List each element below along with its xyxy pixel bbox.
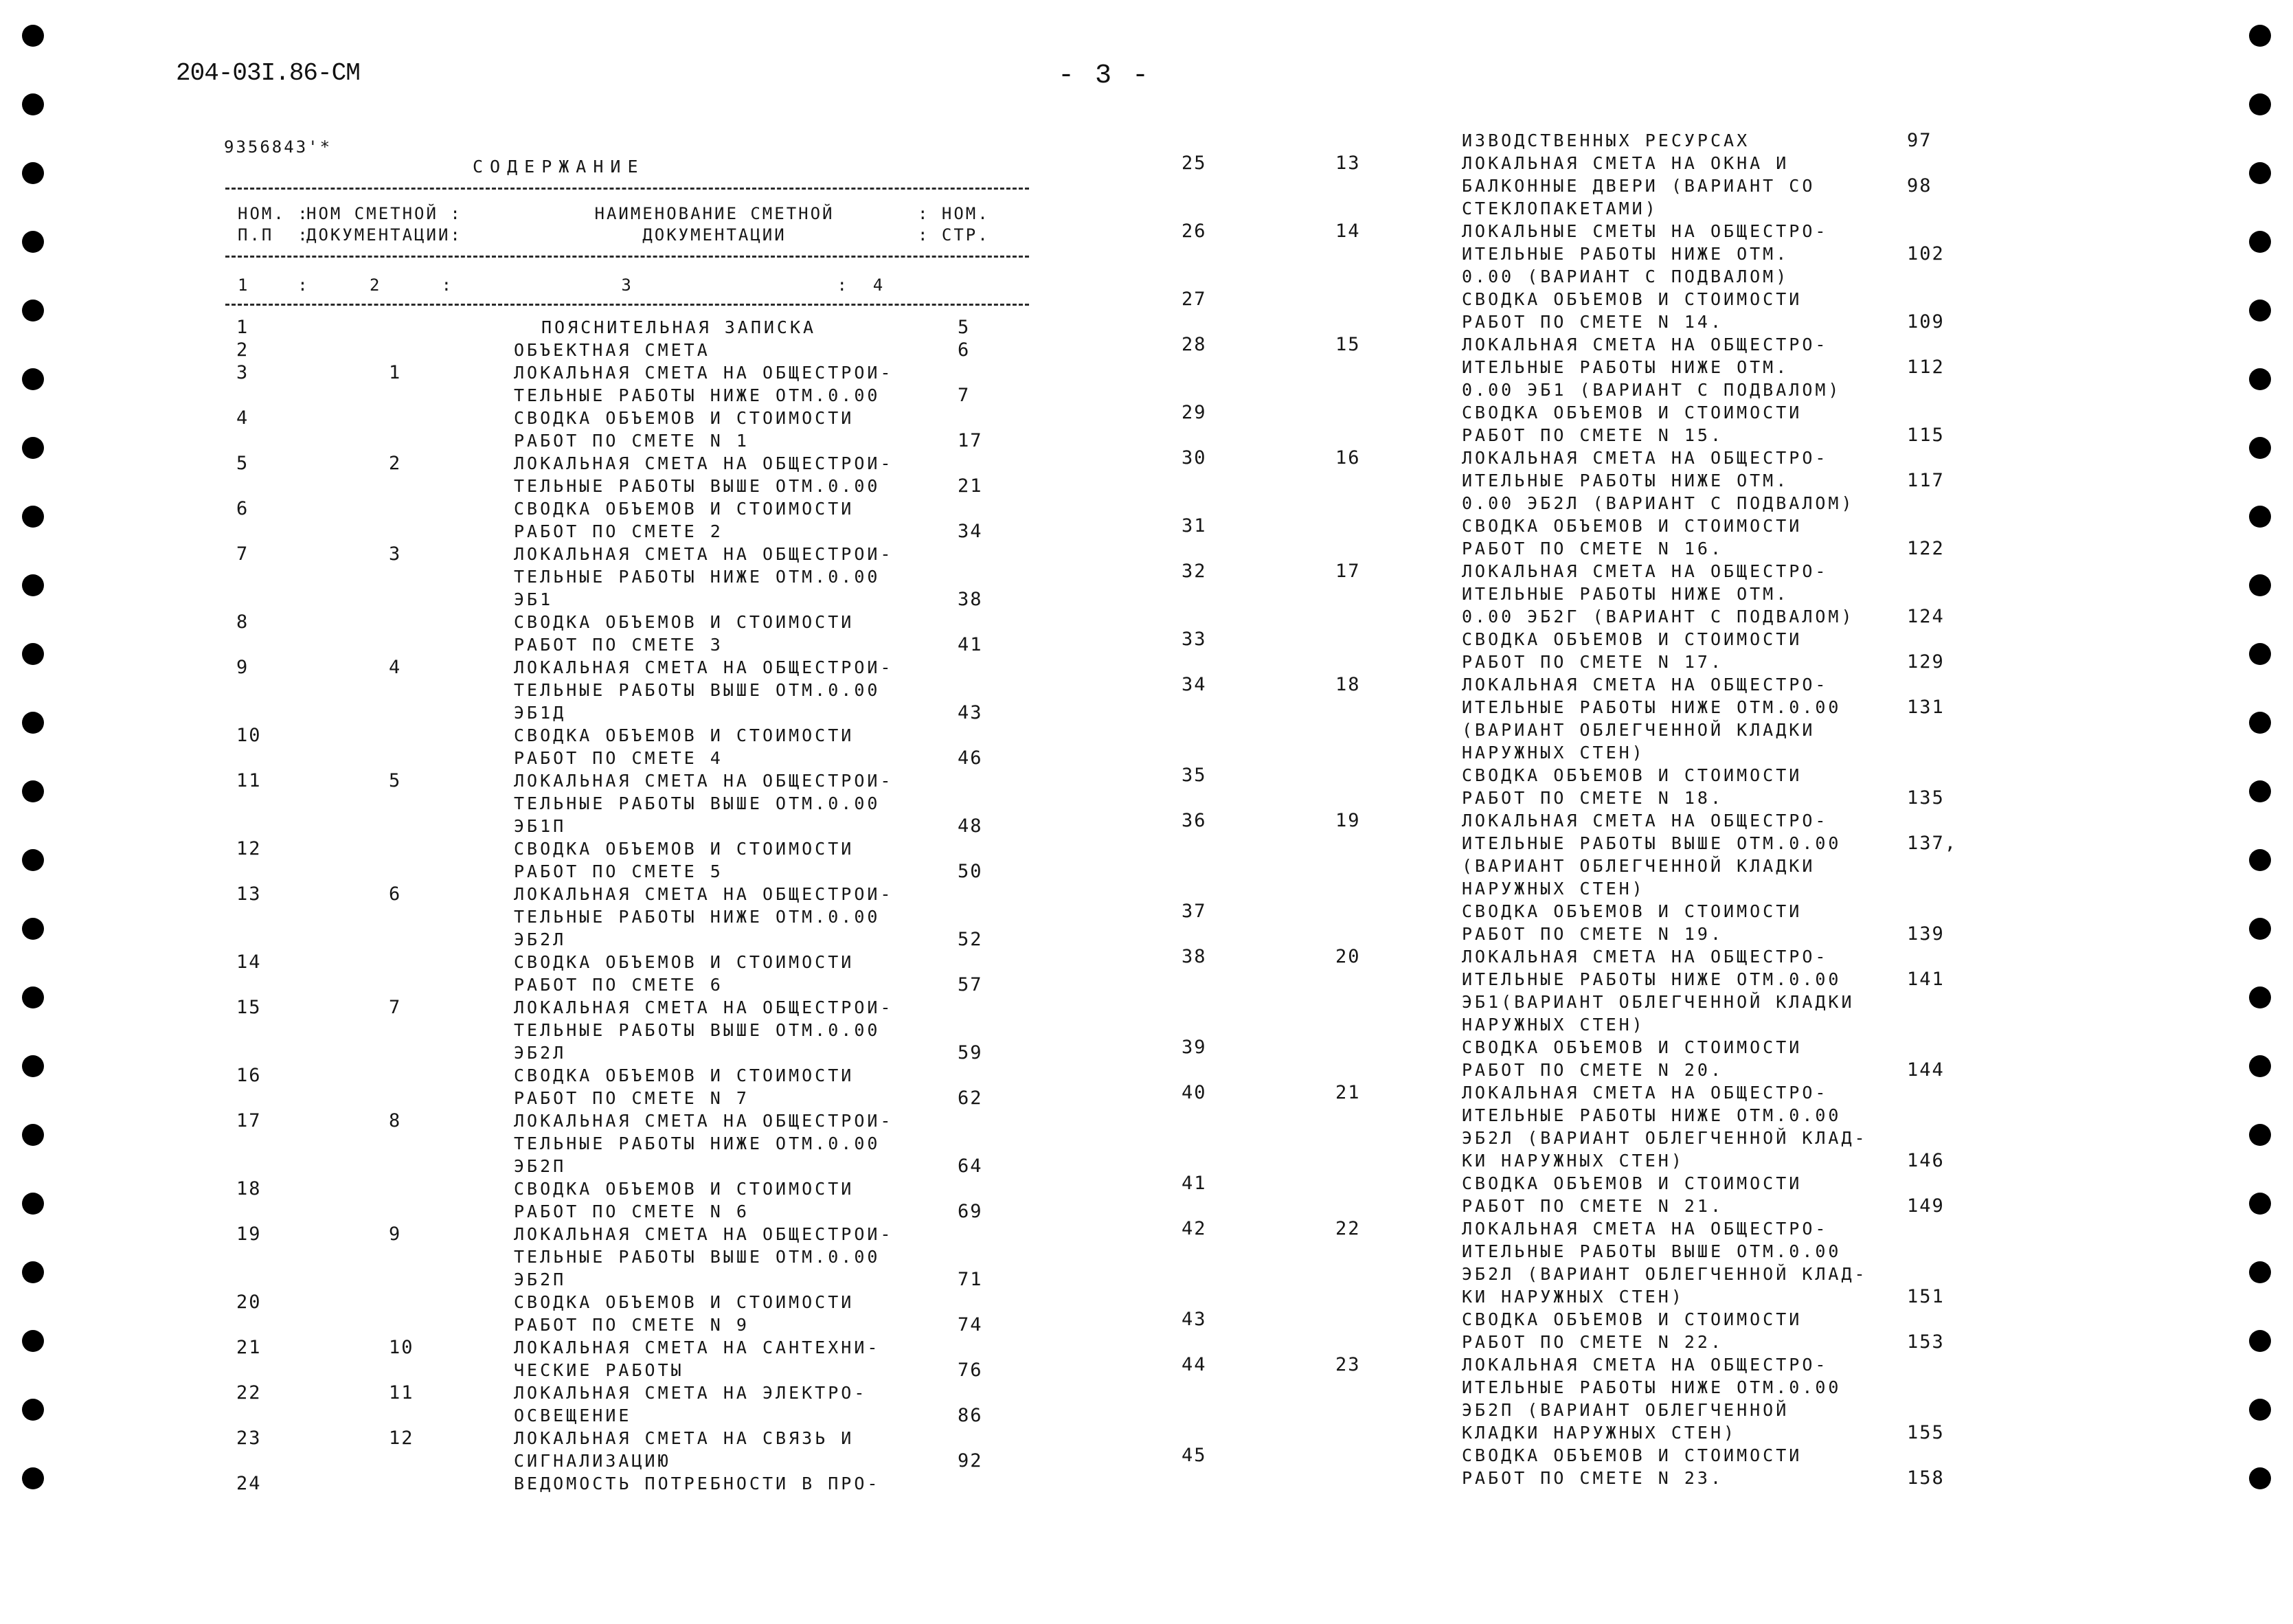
row-number: 23	[236, 1428, 262, 1449]
document-title-line: СВОДКА ОБЪЕМОВ И СТОИМОСТИ	[1462, 765, 1803, 785]
document-title-line: ИТЕЛЬНЫЕ РАБОТЫ НИЖЕ ОТМ.0.00	[1462, 1105, 1842, 1125]
document-title-line: ТЕЛЬНЫЕ РАБОТЫ ВЫШЕ ОТМ.0.00	[514, 476, 881, 496]
col-header-3: НАИМЕНОВАНИЕ СМЕТНОЙ ДОКУМЕНТАЦИИ	[594, 204, 835, 245]
document-title-line: ЛОКАЛЬНАЯ СМЕТА НА ОБЩЕСТРОИ-	[514, 997, 894, 1017]
page-ref: 86	[958, 1405, 983, 1426]
col-header-4: : НОМ. : СТР.	[918, 204, 990, 245]
row-number: 36	[1182, 810, 1207, 831]
document-title-line: СВОДКА ОБЪЕМОВ И СТОИМОСТИ	[514, 1179, 855, 1199]
col-header-1: НОМ. : П.П :	[238, 204, 310, 245]
perforation-hole	[2249, 712, 2271, 734]
document-title-line: РАБОТ ПО СМЕТЕ 5	[514, 861, 723, 881]
document-title-line: 0.00 ЭБ2Л (ВАРИАНТ С ПОДВАЛОМ)	[1462, 493, 1855, 513]
row-number: 33	[1182, 629, 1207, 650]
page-ref: 50	[958, 861, 983, 882]
perforation-hole	[2249, 1193, 2271, 1215]
page-ref: 109	[1907, 311, 1945, 332]
document-title-line: СВОДКА ОБЪЕМОВ И СТОИМОСТИ	[514, 499, 855, 519]
document-title-line: РАБОТ ПО СМЕТЕ N 16.	[1462, 539, 1724, 559]
perforation-hole	[22, 1193, 44, 1215]
estimate-doc-number: 15	[1335, 334, 1361, 355]
estimate-doc-number: 16	[1335, 447, 1361, 469]
perforation-hole	[22, 1124, 44, 1146]
estimate-doc-number: 1	[389, 362, 402, 383]
perforation-hole	[22, 368, 44, 390]
document-title-line: СВОДКА ОБЪЕМОВ И СТОИМОСТИ	[514, 408, 855, 428]
perforation-hole	[22, 1399, 44, 1421]
page-ref: 139	[1907, 923, 1945, 945]
perforation-hole	[2249, 231, 2271, 253]
document-title-line: РАБОТ ПО СМЕТЕ N 6	[514, 1202, 749, 1221]
page-ref: 71	[958, 1269, 983, 1290]
document-title-line: ЛОКАЛЬНАЯ СМЕТА НА ОБЩЕСТРО-	[1462, 335, 1829, 354]
estimate-doc-number: 23	[1335, 1354, 1361, 1375]
row-number: 19	[236, 1223, 262, 1245]
perforation-hole	[22, 25, 44, 47]
estimate-doc-number: 9	[389, 1223, 402, 1245]
row-number: 5	[236, 453, 249, 474]
document-title-line: РАБОТ ПО СМЕТЕ N 1	[514, 431, 749, 451]
row-number: 6	[236, 498, 249, 519]
page-ref: 64	[958, 1155, 983, 1177]
document-title-line: 0.00 ЭБ2Г (ВАРИАНТ С ПОДВАЛОМ)	[1462, 607, 1855, 627]
perforation-hole	[22, 1330, 44, 1352]
document-title-line: ЭБ2Л (ВАРИАНТ ОБЛЕГЧЕННОЙ КЛАД-	[1462, 1264, 1868, 1284]
perforation-hole	[2249, 1330, 2271, 1352]
row-number: 11	[236, 770, 262, 791]
document-title-line: ИТЕЛЬНЫЕ РАБОТЫ ВЫШЕ ОТМ.0.00	[1462, 833, 1842, 853]
document-title-line: ЛОКАЛЬНАЯ СМЕТА НА ОБЩЕСТРО-	[1462, 448, 1829, 468]
row-number: 45	[1182, 1445, 1207, 1466]
perforation-hole	[2249, 1261, 2271, 1283]
page-ref: 43	[958, 702, 983, 723]
row-number: 29	[1182, 402, 1207, 423]
page-ref: 5	[958, 317, 971, 338]
page-ref: 158	[1907, 1467, 1945, 1489]
document-title-line: ЛОКАЛЬНАЯ СМЕТА НА ОБЩЕСТРО-	[1462, 1355, 1829, 1375]
perforation-hole	[22, 643, 44, 665]
perforation-hole	[22, 162, 44, 184]
document-title-line: ТЕЛЬНЫЕ РАБОТЫ ВЫШЕ ОТМ.0.00	[514, 680, 881, 700]
page-ref: 144	[1907, 1059, 1945, 1081]
page-ref: 135	[1907, 787, 1945, 809]
estimate-doc-number: 19	[1335, 810, 1361, 831]
page-ref: 76	[958, 1360, 983, 1381]
document-title-line: СВОДКА ОБЪЕМОВ И СТОИМОСТИ	[1462, 403, 1803, 422]
document-title-line: ИТЕЛЬНЫЕ РАБОТЫ НИЖЕ ОТМ.0.00	[1462, 1377, 1842, 1397]
inventory-number: 9356843'*	[224, 137, 332, 157]
perforation-hole	[22, 780, 44, 802]
page-ref: 92	[958, 1450, 983, 1471]
document-title-line: СВОДКА ОБЪЕМОВ И СТОИМОСТИ	[514, 1065, 855, 1085]
document-title-line: ЧЕСКИЕ РАБОТЫ	[514, 1360, 684, 1380]
estimate-doc-number: 11	[389, 1382, 414, 1403]
document-title-line: 0.00 ЭБ1 (ВАРИАНТ С ПОДВАЛОМ)	[1462, 380, 1842, 400]
perforation-hole	[22, 986, 44, 1008]
document-title-line: (ВАРИАНТ ОБЛЕГЧЕННОЙ КЛАДКИ	[1462, 720, 1816, 740]
page-ref: 6	[958, 339, 971, 361]
row-number: 22	[236, 1382, 262, 1403]
page-ref: 146	[1907, 1150, 1945, 1171]
document-title-line: НАРУЖНЫХ СТЕН)	[1462, 743, 1645, 763]
page-ref: 7	[958, 385, 971, 406]
document-title-line: ЭБ2П	[514, 1270, 567, 1289]
row-number: 7	[236, 543, 249, 565]
perforation-hole	[2249, 368, 2271, 390]
document-title-line: СВОДКА ОБЪЕМОВ И СТОИМОСТИ	[1462, 901, 1803, 921]
row-number: 3	[236, 362, 249, 383]
estimate-doc-number: 14	[1335, 221, 1361, 242]
perforation-hole	[22, 506, 44, 528]
document-title-line: ЛОКАЛЬНАЯ СМЕТА НА ОБЩЕСТРО-	[1462, 1083, 1829, 1103]
document-title-line: РАБОТ ПО СМЕТЕ N 14.	[1462, 312, 1724, 332]
page-ref: 151	[1907, 1286, 1945, 1307]
row-number: 32	[1182, 561, 1207, 582]
page-ref: 98	[1907, 175, 1932, 196]
page-ref: 46	[958, 747, 983, 769]
document-title-line: ЛОКАЛЬНАЯ СМЕТА НА ОБЩЕСТРО-	[1462, 561, 1829, 581]
perforation-hole	[2249, 986, 2271, 1008]
row-number: 14	[236, 951, 262, 973]
row-number: 15	[236, 997, 262, 1018]
page-ref: 129	[1907, 651, 1945, 673]
table-rule-bottom	[225, 304, 1029, 306]
row-number: 25	[1182, 153, 1207, 174]
row-number: 9	[236, 657, 249, 678]
document-title-line: ИТЕЛЬНЫЕ РАБОТЫ НИЖЕ ОТМ.	[1462, 584, 1789, 604]
page-ref: 141	[1907, 969, 1945, 990]
page-ref: 41	[958, 634, 983, 655]
col-header-2: НОМ СМЕТНОЙ : ДОКУМЕНТАЦИИ:	[306, 204, 462, 245]
document-title-line: ЭБ2Л	[514, 929, 567, 949]
document-title-line: ЛОКАЛЬНАЯ СМЕТА НА ОБЩЕСТРОИ-	[514, 1224, 894, 1244]
row-number: 1	[236, 317, 249, 338]
row-number: 41	[1182, 1173, 1207, 1194]
document-title-line: ЛОКАЛЬНАЯ СМЕТА НА ОБЩЕСТРОИ-	[514, 1111, 894, 1131]
document-title-line: ЛОКАЛЬНАЯ СМЕТА НА ОБЩЕСТРОИ-	[514, 884, 894, 904]
row-number: 17	[236, 1110, 262, 1131]
document-title-line: РАБОТ ПО СМЕТЕ N 7	[514, 1088, 749, 1108]
page-number: - 3 -	[1058, 60, 1151, 91]
document-title-line: ЛОКАЛЬНАЯ СМЕТА НА ОБЩЕСТРОИ-	[514, 363, 894, 383]
page-ref: 131	[1907, 697, 1945, 718]
row-number: 10	[236, 725, 262, 746]
document-title-line: РАБОТ ПО СМЕТЕ N 20.	[1462, 1060, 1724, 1080]
document-title-line: РАБОТ ПО СМЕТЕ 4	[514, 748, 723, 768]
document-title-line: РАБОТ ПО СМЕТЕ N 19.	[1462, 924, 1724, 944]
perforation-hole	[2249, 574, 2271, 596]
row-number: 13	[236, 883, 262, 905]
page-ref: 69	[958, 1201, 983, 1222]
row-number: 34	[1182, 674, 1207, 695]
document-title-line: РАБОТ ПО СМЕТЕ N 18.	[1462, 788, 1724, 808]
document-title-line: БАЛКОННЫЕ ДВЕРИ (ВАРИАНТ СО	[1462, 176, 1816, 196]
table-rule-mid	[225, 256, 1029, 258]
row-number: 35	[1182, 765, 1207, 786]
document-title-line: ЛОКАЛЬНАЯ СМЕТА НА ОБЩЕСТРОИ-	[514, 771, 894, 791]
page-ref: 149	[1907, 1195, 1945, 1217]
document-title-line: СВОДКА ОБЪЕМОВ И СТОИМОСТИ	[514, 725, 855, 745]
document-title-line: ИЗВОДСТВЕННЫХ РЕСУРСАХ	[1462, 131, 1750, 150]
document-title-line: РАБОТ ПО СМЕТЕ 6	[514, 975, 723, 995]
row-number: 44	[1182, 1354, 1207, 1375]
perforation-hole	[2249, 300, 2271, 322]
row-number: 43	[1182, 1309, 1207, 1330]
estimate-doc-number: 10	[389, 1337, 414, 1358]
perforation-hole	[2249, 1467, 2271, 1489]
table-rule-top	[225, 188, 1029, 190]
perforation-hole	[22, 1055, 44, 1077]
perforation-hole	[2249, 1399, 2271, 1421]
estimate-doc-number: 3	[389, 543, 402, 565]
page-ref: 153	[1907, 1331, 1945, 1353]
estimate-doc-number: 2	[389, 453, 402, 474]
estimate-doc-number: 8	[389, 1110, 402, 1131]
document-title-line: ЛОКАЛЬНЫЕ СМЕТЫ НА ОБЩЕСТРО-	[1462, 221, 1829, 241]
document-title-line: ЭБ1Д	[514, 703, 567, 723]
document-title-line: ТЕЛЬНЫЕ РАБОТЫ НИЖЕ ОТМ.0.00	[514, 1134, 881, 1153]
row-number: 24	[236, 1473, 262, 1494]
document-title-line: КЛАДКИ НАРУЖНЫХ СТЕН)	[1462, 1423, 1737, 1443]
document-title-line: ЛОКАЛЬНАЯ СМЕТА НА СВЯЗЬ И	[514, 1428, 855, 1448]
document-title-line: ЭБ2Л (ВАРИАНТ ОБЛЕГЧЕННОЙ КЛАД-	[1462, 1128, 1868, 1148]
document-title-line: СВОДКА ОБЪЕМОВ И СТОИМОСТИ	[1462, 289, 1803, 309]
document-title-line: СВОДКА ОБЪЕМОВ И СТОИМОСТИ	[514, 839, 855, 859]
document-code: 204-03I.86-CM	[176, 59, 360, 87]
document-title-line: ЭБ1(ВАРИАНТ ОБЛЕГЧЕННОЙ КЛАДКИ	[1462, 992, 1855, 1012]
perforation-hole	[2249, 506, 2271, 528]
row-number: 18	[236, 1178, 262, 1199]
document-title-line: ЛОКАЛЬНАЯ СМЕТА НА ОБЩЕСТРОИ-	[514, 544, 894, 564]
document-title-line: ИТЕЛЬНЫЕ РАБОТЫ НИЖЕ ОТМ.	[1462, 471, 1789, 490]
row-number: 28	[1182, 334, 1207, 355]
document-title-line: ЛОКАЛЬНАЯ СМЕТА НА ОБЩЕСТРОИ-	[514, 453, 894, 473]
page-ref: 21	[958, 475, 983, 497]
row-number: 8	[236, 611, 249, 633]
page-ref: 124	[1907, 606, 1945, 627]
row-number: 37	[1182, 901, 1207, 922]
row-number: 42	[1182, 1218, 1207, 1239]
page-ref: 137,	[1907, 833, 1958, 854]
page-ref: 97	[1907, 130, 1932, 151]
perforation-hole	[22, 849, 44, 871]
document-title-line: РАБОТ ПО СМЕТЕ 2	[514, 521, 723, 541]
document-title-line: ИТЕЛЬНЫЕ РАБОТЫ НИЖЕ ОТМ.0.00	[1462, 969, 1842, 989]
perforation-hole	[22, 574, 44, 596]
row-number: 21	[236, 1337, 262, 1358]
page-ref: 17	[958, 430, 983, 451]
estimate-doc-number: 18	[1335, 674, 1361, 695]
col-number-row: 1 : 2 : 3 : 4	[238, 275, 885, 295]
estimate-doc-number: 17	[1335, 561, 1361, 582]
perforation-hole	[22, 1261, 44, 1283]
document-title-line: ТЕЛЬНЫЕ РАБОТЫ НИЖЕ ОТМ.0.00	[514, 907, 881, 927]
document-title-line: ЛОКАЛЬНАЯ СМЕТА НА ОБЩЕСТРОИ-	[514, 657, 894, 677]
row-number: 39	[1182, 1037, 1207, 1058]
document-title-line: СВОДКА ОБЪЕМОВ И СТОИМОСТИ	[1462, 629, 1803, 649]
document-title-line: ТЕЛЬНЫЕ РАБОТЫ ВЫШЕ ОТМ.0.00	[514, 1247, 881, 1267]
perforation-hole	[2249, 162, 2271, 184]
document-title-line: СВОДКА ОБЪЕМОВ И СТОИМОСТИ	[1462, 1445, 1803, 1465]
perforation-hole	[2249, 849, 2271, 871]
row-number: 2	[236, 339, 249, 361]
page-ref: 57	[958, 974, 983, 995]
document-title-line: СВОДКА ОБЪЕМОВ И СТОИМОСТИ	[1462, 1037, 1803, 1057]
document-title-line: СВОДКА ОБЪЕМОВ И СТОИМОСТИ	[1462, 516, 1803, 536]
page-ref: 102	[1907, 243, 1945, 264]
perforation-hole	[2249, 437, 2271, 459]
estimate-doc-number: 12	[389, 1428, 414, 1449]
page-ref: 112	[1907, 357, 1945, 378]
perforation-hole	[22, 231, 44, 253]
perforation-hole	[22, 712, 44, 734]
estimate-doc-number: 21	[1335, 1082, 1361, 1103]
document-title-line: ЭБ2Л	[514, 1043, 567, 1063]
page-ref: 52	[958, 929, 983, 950]
page-ref: 155	[1907, 1422, 1945, 1443]
document-title-line: СТЕКЛОПАКЕТАМИ)	[1462, 199, 1658, 218]
row-number: 40	[1182, 1082, 1207, 1103]
estimate-doc-number: 7	[389, 997, 402, 1018]
row-number: 26	[1182, 221, 1207, 242]
page-ref: 122	[1907, 538, 1945, 559]
document-title-line: ИТЕЛЬНЫЕ РАБОТЫ НИЖЕ ОТМ.	[1462, 244, 1789, 264]
perforation-hole	[22, 300, 44, 322]
document-title-line: ПОЯСНИТЕЛЬНАЯ ЗАПИСКА	[541, 317, 817, 337]
document-title-line: ЛОКАЛЬНАЯ СМЕТА НА ЭЛЕКТРО-	[514, 1383, 868, 1403]
estimate-doc-number: 20	[1335, 946, 1361, 967]
document-title-line: ТЕЛЬНЫЕ РАБОТЫ НИЖЕ ОТМ.0.00	[514, 567, 881, 587]
document-title-line: ЛОКАЛЬНАЯ СМЕТА НА САНТЕХНИ-	[514, 1338, 881, 1357]
row-number: 4	[236, 407, 249, 429]
page-ref: 117	[1907, 470, 1945, 491]
document-title-line: ЛОКАЛЬНАЯ СМЕТА НА ОБЩЕСТРО-	[1462, 947, 1829, 967]
document-title-line: ИТЕЛЬНЫЕ РАБОТЫ НИЖЕ ОТМ.0.00	[1462, 697, 1842, 717]
document-title-line: НАРУЖНЫХ СТЕН)	[1462, 1015, 1645, 1035]
document-title-line: ТЕЛЬНЫЕ РАБОТЫ ВЫШЕ ОТМ.0.00	[514, 793, 881, 813]
perforation-hole	[2249, 1124, 2271, 1146]
document-title-line: ИТЕЛЬНЫЕ РАБОТЫ НИЖЕ ОТМ.	[1462, 357, 1789, 377]
perforation-hole	[22, 1467, 44, 1489]
row-number: 20	[236, 1292, 262, 1313]
document-title-line: КИ НАРУЖНЫХ СТЕН)	[1462, 1151, 1684, 1171]
perforation-hole	[22, 437, 44, 459]
document-title-line: РАБОТ ПО СМЕТЕ N 17.	[1462, 652, 1724, 672]
page-ref: 62	[958, 1087, 983, 1109]
page-ref: 59	[958, 1042, 983, 1063]
document-title-line: СВОДКА ОБЪЕМОВ И СТОИМОСТИ	[514, 952, 855, 972]
row-number: 27	[1182, 289, 1207, 310]
document-title-line: РАБОТ ПО СМЕТЕ N 22.	[1462, 1332, 1724, 1352]
document-title-line: (ВАРИАНТ ОБЛЕГЧЕННОЙ КЛАДКИ	[1462, 856, 1816, 876]
document-title-line: ИТЕЛЬНЫЕ РАБОТЫ ВЫШЕ ОТМ.0.00	[1462, 1241, 1842, 1261]
page-ref: 115	[1907, 425, 1945, 446]
page-title: СОДЕРЖАНИЕ	[473, 157, 645, 177]
perforation-hole	[2249, 643, 2271, 665]
perforation-hole	[2249, 780, 2271, 802]
page-ref: 38	[958, 589, 983, 610]
estimate-doc-number: 22	[1335, 1218, 1361, 1239]
row-number: 30	[1182, 447, 1207, 469]
document-title-line: РАБОТ ПО СМЕТЕ N 15.	[1462, 425, 1724, 445]
document-title-line: ЭБ1	[514, 589, 554, 609]
document-title-line: СВОДКА ОБЪЕМОВ И СТОИМОСТИ	[1462, 1309, 1803, 1329]
document-title-line: 0.00 (ВАРИАНТ С ПОДВАЛОМ)	[1462, 267, 1789, 286]
document-title-line: ЛОКАЛЬНАЯ СМЕТА НА ОБЩЕСТРО-	[1462, 811, 1829, 831]
document-title-line: ТЕЛЬНЫЕ РАБОТЫ ВЫШЕ ОТМ.0.00	[514, 1020, 881, 1040]
perforation-hole	[22, 93, 44, 115]
document-title-line: КИ НАРУЖНЫХ СТЕН)	[1462, 1287, 1684, 1307]
document-title-line: РАБОТ ПО СМЕТЕ N 21.	[1462, 1196, 1724, 1216]
row-number: 16	[236, 1065, 262, 1086]
perforation-hole	[2249, 93, 2271, 115]
row-number: 31	[1182, 515, 1207, 537]
document-title-line: ЛОКАЛЬНАЯ СМЕТА НА ОБЩЕСТРО-	[1462, 1219, 1829, 1239]
estimate-doc-number: 6	[389, 883, 402, 905]
perforation-hole	[2249, 25, 2271, 47]
document-title-line: ОСВЕЩЕНИЕ	[514, 1406, 632, 1425]
estimate-doc-number: 5	[389, 770, 402, 791]
page-ref: 34	[958, 521, 983, 542]
page-ref: 74	[958, 1314, 983, 1335]
page-ref: 48	[958, 815, 983, 837]
document-title-line: ВЕДОМОСТЬ ПОТРЕБНОСТИ В ПРО-	[514, 1474, 881, 1493]
perforation-hole	[2249, 1055, 2271, 1077]
document-title-line: ТЕЛЬНЫЕ РАБОТЫ НИЖЕ ОТМ.0.00	[514, 385, 881, 405]
document-title-line: ЛОКАЛЬНАЯ СМЕТА НА ОБЩЕСТРО-	[1462, 675, 1829, 695]
perforation-hole	[2249, 918, 2271, 940]
document-title-line: ОБЪЕКТНАЯ СМЕТА	[514, 340, 710, 360]
document-title-line: РАБОТ ПО СМЕТЕ 3	[514, 635, 723, 655]
document-title-line: ЛОКАЛЬНАЯ СМЕТА НА ОКНА И	[1462, 153, 1789, 173]
document-title-line: СИГНАЛИЗАЦИЮ	[514, 1451, 671, 1471]
row-number: 12	[236, 838, 262, 859]
document-title-line: НАРУЖНЫХ СТЕН)	[1462, 879, 1645, 899]
row-number: 38	[1182, 946, 1207, 967]
document-title-line: ЭБ1П	[514, 816, 567, 836]
estimate-doc-number: 4	[389, 657, 402, 678]
document-title-line: СВОДКА ОБЪЕМОВ И СТОИМОСТИ	[514, 1292, 855, 1312]
estimate-doc-number: 13	[1335, 153, 1361, 174]
document-title-line: РАБОТ ПО СМЕТЕ N 23.	[1462, 1468, 1724, 1488]
document-title-line: РАБОТ ПО СМЕТЕ N 9	[514, 1315, 749, 1335]
perforation-hole	[22, 918, 44, 940]
document-title-line: ЭБ2П	[514, 1156, 567, 1176]
document-title-line: СВОДКА ОБЪЕМОВ И СТОИМОСТИ	[514, 612, 855, 632]
document-title-line: СВОДКА ОБЪЕМОВ И СТОИМОСТИ	[1462, 1173, 1803, 1193]
document-title-line: ЭБ2П (ВАРИАНТ ОБЛЕГЧЕННОЙ	[1462, 1400, 1789, 1420]
